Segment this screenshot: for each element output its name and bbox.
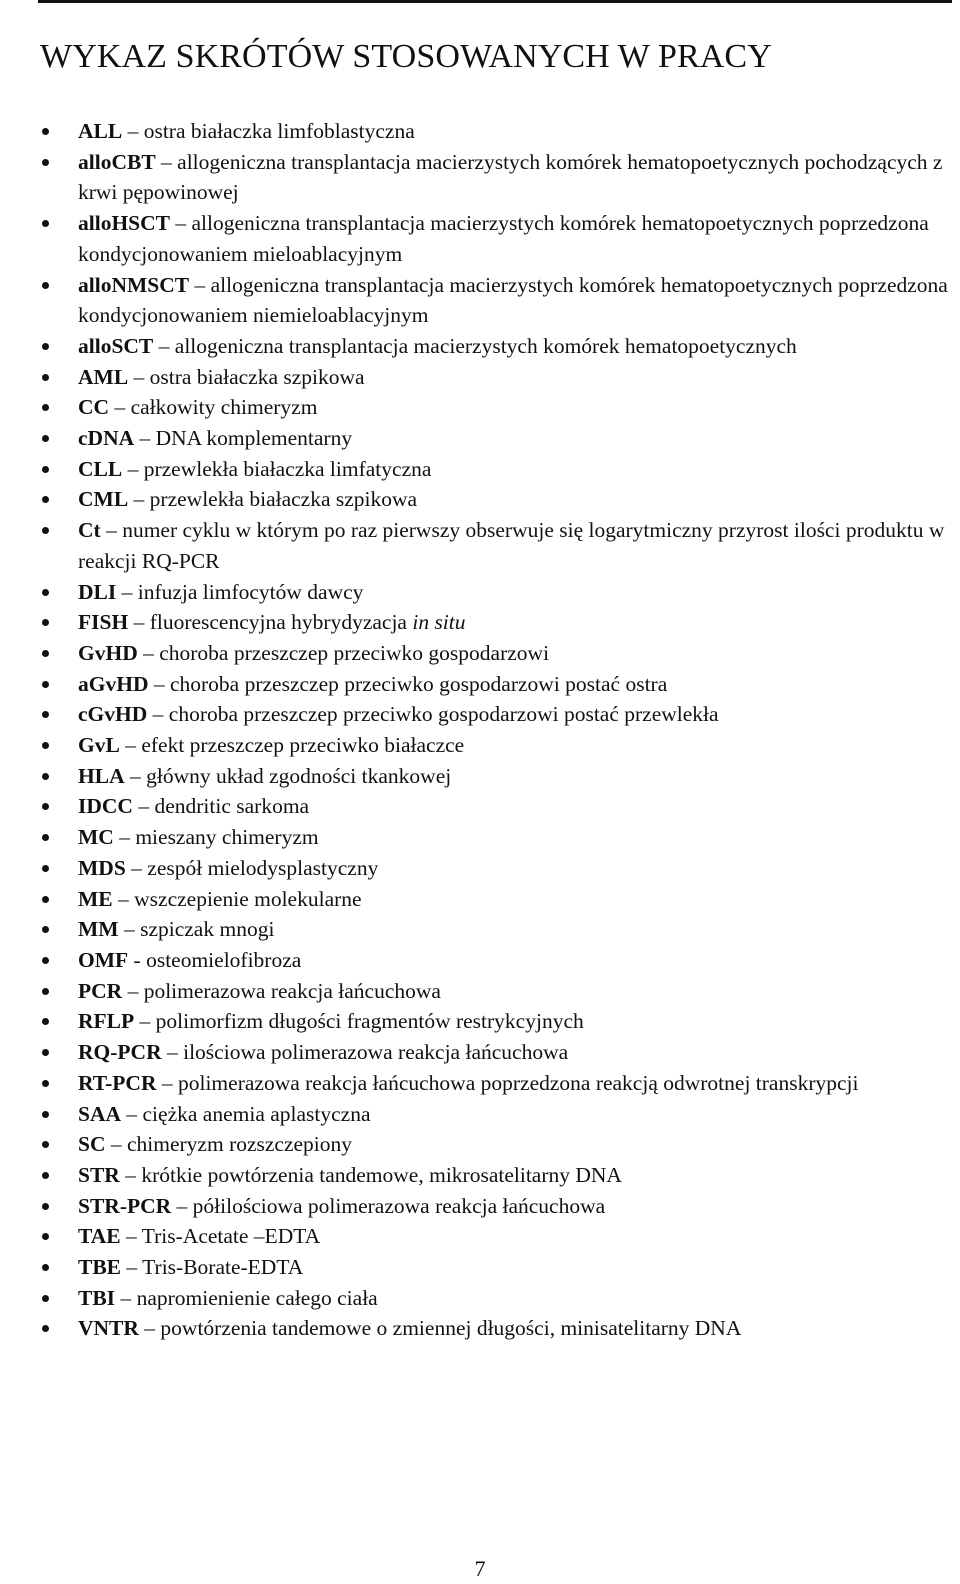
abbreviation-item	[78, 761, 954, 792]
abbreviation-item	[78, 976, 954, 1007]
bullet-icon	[42, 404, 49, 411]
bullet-icon	[42, 681, 49, 688]
abbreviation-definition: główny układ zgodności tkankowej	[146, 763, 452, 788]
abbreviation-definition: zespół mielodysplastyczny	[147, 855, 379, 880]
bullet-icon	[42, 1233, 49, 1240]
bullet-icon	[42, 589, 49, 596]
separator: –	[156, 1070, 178, 1095]
bullet-icon	[42, 834, 49, 841]
abbreviation-item	[78, 208, 954, 269]
bullet-icon	[42, 343, 49, 350]
abbreviation-definition: polimerazowa reakcja łańcuchowa	[143, 978, 441, 1003]
abbreviation-item	[78, 1313, 954, 1344]
abbreviation-item	[78, 1006, 954, 1037]
bullet-icon	[42, 1049, 49, 1056]
separator: –	[109, 395, 131, 420]
abbreviation-item	[78, 116, 954, 147]
abbreviation-definition: dendritic sarkoma	[154, 794, 310, 819]
abbreviation-item	[78, 945, 954, 976]
abbreviation-term: ALL	[78, 119, 123, 143]
abbreviation-term: MDS	[78, 855, 126, 880]
bullet-icon	[42, 957, 49, 964]
separator: –	[153, 333, 175, 358]
abbreviation-term: cGvHD	[78, 702, 148, 727]
separator: –	[112, 886, 135, 911]
abbreviation-item	[78, 1283, 954, 1314]
abbreviation-definition: infuzja limfocytów dawcy	[137, 579, 364, 604]
bullet-icon	[42, 742, 49, 749]
abbreviation-item	[78, 1221, 954, 1252]
abbreviation-term: CC	[78, 395, 110, 420]
abbreviation-definition: efekt przeszczep przeciwko białaczce	[141, 733, 465, 758]
bullet-icon	[42, 374, 49, 381]
abbreviation-definition: przewlekła białaczka limfatyczna	[143, 456, 432, 481]
bullet-icon	[42, 1264, 49, 1271]
abbreviation-item	[78, 730, 954, 761]
abbreviation-definition: choroba przeszczep przeciwko gospodarzowi postać ostra	[169, 671, 668, 696]
abbreviation-term: STR-PCR	[78, 1193, 172, 1218]
abbreviation-item	[78, 699, 954, 730]
abbreviation-definition: krótkie powtórzenia tandemowe, mikrosatelitarny DNA	[141, 1162, 622, 1187]
abbreviation-term: TAE	[78, 1224, 121, 1249]
abbreviation-term: MM	[78, 917, 119, 942]
page-title: WYKAZ SKRÓTÓW STOSOWANYCH W PRACY	[40, 38, 772, 75]
separator: –	[105, 1132, 127, 1157]
abbreviation-definition: przewlekła białaczka szpikowa	[149, 487, 418, 512]
bullet-icon	[42, 988, 49, 995]
abbreviation-definition: Tris-Borate-EDTA	[142, 1255, 304, 1280]
separator: –	[189, 272, 211, 297]
abbreviation-item	[78, 1129, 954, 1160]
separator: –	[100, 518, 123, 543]
abbreviation-definition: powtórzenia tandemowe o zmiennej długości, minisatelitarny DNA	[160, 1316, 742, 1341]
bullet-icon	[42, 1172, 49, 1179]
abbreviation-term: IDCC	[78, 794, 133, 819]
separator: -	[128, 947, 147, 972]
abbreviation-item	[78, 914, 954, 945]
separator: –	[122, 456, 144, 481]
separator: –	[134, 426, 156, 451]
bullet-icon	[42, 1080, 49, 1087]
bullet-icon	[42, 435, 49, 442]
abbreviation-term: HLA	[78, 763, 125, 788]
abbreviation-item	[78, 822, 954, 853]
abbreviation-definition: ciężka anemia aplastyczna	[142, 1101, 371, 1126]
bullet-icon	[42, 803, 49, 810]
abbreviation-term: GvL	[78, 733, 120, 758]
abbreviation-term: GvHD	[78, 640, 138, 665]
abbreviation-definition: choroba przeszczep przeciwko gospodarzowi	[159, 640, 550, 665]
abbreviation-item	[78, 1068, 954, 1099]
abbreviation-term: FISH	[78, 610, 129, 635]
abbreviation-item	[78, 454, 954, 485]
abbreviation-definition: allogeniczna transplantacja macierzystych komórek hematopoetycznych	[174, 333, 797, 358]
abbreviation-definition: chimeryzm rozszczepiony	[126, 1132, 353, 1157]
separator: –	[113, 825, 136, 850]
separator: –	[128, 364, 150, 389]
abbreviation-term: alloHSCT	[78, 211, 170, 236]
separator: –	[137, 640, 160, 665]
abbreviation-definition: ilościowa polimerazowa reakcja łańcuchowa	[183, 1040, 569, 1065]
abbreviation-item	[78, 1099, 954, 1130]
abbreviation-definition: Tris-Acetate –EDTA	[141, 1224, 321, 1249]
abbreviation-term: SC	[78, 1132, 106, 1157]
abbreviation-definition: allogeniczna transplantacja macierzystych komórek hematopoetycznych poprzedzona kondycjonowaniem mieloablacyjnym	[78, 211, 929, 266]
abbreviation-term: CML	[78, 487, 129, 512]
abbreviation-term: VNTR	[78, 1316, 139, 1341]
abbreviation-item	[78, 1252, 954, 1283]
abbreviation-definition: DNA komplementarny	[155, 426, 353, 451]
bullet-icon	[42, 496, 49, 503]
abbreviation-item	[78, 392, 954, 423]
separator: –	[115, 1285, 137, 1310]
abbreviation-term: alloCBT	[78, 149, 156, 174]
abbreviation-item	[78, 270, 954, 331]
abbreviation-definition: fluorescencyjna hybrydyzacja	[149, 610, 413, 635]
abbreviation-term: SAA	[78, 1101, 122, 1126]
bullet-icon	[42, 220, 49, 227]
separator: –	[124, 763, 147, 788]
abbreviation-item	[78, 884, 954, 915]
abbreviation-item	[78, 607, 954, 638]
separator: –	[128, 610, 150, 635]
abbreviation-definition: polimorfizm długości fragmentów restrykcyjnych	[155, 1009, 584, 1034]
abbreviation-term: OMF	[78, 947, 129, 972]
abbreviation-item	[78, 577, 954, 608]
separator: –	[121, 1101, 143, 1126]
separator: –	[155, 149, 178, 174]
separator: –	[118, 917, 141, 942]
abbreviation-item	[78, 484, 954, 515]
bullet-icon	[42, 711, 49, 718]
page-number: 7	[474, 1556, 486, 1581]
separator: –	[138, 1316, 161, 1341]
bullet-icon	[42, 773, 49, 780]
abbreviation-definition: napromienienie całego ciała	[136, 1285, 378, 1310]
abbreviation-term: RQ-PCR	[78, 1040, 162, 1065]
abbreviation-item	[78, 331, 954, 362]
abbreviation-item	[78, 1191, 954, 1222]
abbreviation-definition-italic: in situ	[412, 610, 466, 635]
top-rule	[38, 0, 952, 3]
abbreviation-definition: ostra białaczka szpikowa	[149, 364, 365, 389]
bullet-icon	[42, 1018, 49, 1025]
separator: –	[148, 671, 170, 696]
abbreviation-term: RFLP	[78, 1009, 135, 1034]
bullet-icon	[42, 466, 49, 473]
abbreviation-term: DLI	[78, 579, 117, 604]
abbreviation-definition: choroba przeszczep przeciwko gospodarzowi postać przewlekła	[168, 702, 719, 727]
bullet-icon	[42, 865, 49, 872]
abbreviation-term: alloNMSCT	[78, 272, 190, 297]
abbreviation-term: Ct	[78, 518, 101, 543]
bullet-icon	[42, 896, 49, 903]
abbreviation-item	[78, 1160, 954, 1191]
abbreviation-definition: allogeniczna transplantacja macierzystych komórek hematopoetycznych pochodzących z krwi pępowinowej	[78, 149, 943, 205]
separator: –	[171, 1193, 193, 1218]
abbreviation-definition: osteomielofibroza	[146, 947, 302, 972]
separator: –	[147, 702, 169, 727]
abbreviation-term: PCR	[78, 978, 123, 1003]
abbreviation-item	[78, 423, 954, 454]
abbreviation-term: TBI	[78, 1285, 116, 1310]
separator: –	[161, 1040, 184, 1065]
bullet-icon	[42, 1111, 49, 1118]
separator: –	[120, 1224, 142, 1249]
separator: –	[116, 579, 138, 604]
bullet-icon	[42, 159, 49, 166]
separator: –	[122, 119, 144, 143]
abbreviation-item	[78, 147, 954, 208]
separator: –	[121, 1255, 143, 1280]
abbreviation-item	[78, 515, 954, 576]
separator: –	[128, 487, 150, 512]
separator: –	[119, 1162, 142, 1187]
abbreviation-definition: całkowity chimeryzm	[130, 395, 318, 420]
separator: –	[125, 855, 148, 880]
abbreviation-item	[78, 853, 954, 884]
abbreviation-term: aGvHD	[78, 671, 149, 696]
abbreviation-term: ME	[78, 886, 113, 911]
abbreviation-definition: mieszany chimeryzm	[135, 825, 319, 850]
bullet-icon	[42, 1325, 49, 1332]
abbreviation-definition: ostra białaczka limfoblastyczna	[143, 119, 415, 143]
abbreviation-term: RT-PCR	[78, 1070, 157, 1095]
bullet-icon	[42, 619, 49, 626]
abbreviation-term: alloSCT	[78, 333, 154, 358]
bullet-icon	[42, 128, 49, 135]
bullet-icon	[42, 650, 49, 657]
abbreviation-definition: wszczepienie molekularne	[134, 886, 362, 911]
abbreviation-definition: allogeniczna transplantacja macierzystych komórek hematopoetycznych poprzedzona kondycjonowaniem niemieloablacyjnym	[78, 272, 948, 328]
abbreviation-item	[78, 638, 954, 669]
abbreviation-term: cDNA	[78, 426, 135, 451]
abbreviation-item	[78, 669, 954, 700]
bullet-icon	[42, 1203, 49, 1210]
bullet-icon	[42, 282, 49, 289]
abbreviation-item	[78, 362, 954, 393]
separator: –	[122, 978, 144, 1003]
separator: –	[132, 794, 155, 819]
abbreviation-item	[78, 791, 954, 822]
abbreviation-definition: szpiczak mnogi	[140, 917, 275, 942]
abbreviation-definition: numer cyklu w którym po raz pierwszy obserwuje się logarytmiczny przyrost ilości produktu w reakcji RQ-PCR	[78, 518, 945, 573]
abbreviation-item	[78, 1037, 954, 1068]
abbreviation-term: AML	[78, 364, 129, 389]
abbreviation-term: CLL	[78, 456, 123, 481]
bullet-icon	[42, 1141, 49, 1148]
separator: –	[134, 1009, 156, 1034]
abbreviation-list	[78, 116, 954, 1344]
separator: –	[119, 733, 142, 758]
abbreviation-term: MC	[78, 825, 114, 850]
abbreviation-definition: polimerazowa reakcja łańcuchowa poprzedzona reakcją odwrotnej transkrypcji	[177, 1070, 859, 1095]
bullet-icon	[42, 1295, 49, 1302]
separator: –	[170, 211, 192, 236]
bullet-icon	[42, 527, 49, 534]
abbreviation-term: STR	[78, 1162, 120, 1187]
bullet-icon	[42, 926, 49, 933]
abbreviation-definition: półilościowa polimerazowa reakcja łańcuchowa	[192, 1193, 606, 1218]
abbreviation-term: TBE	[78, 1255, 122, 1280]
